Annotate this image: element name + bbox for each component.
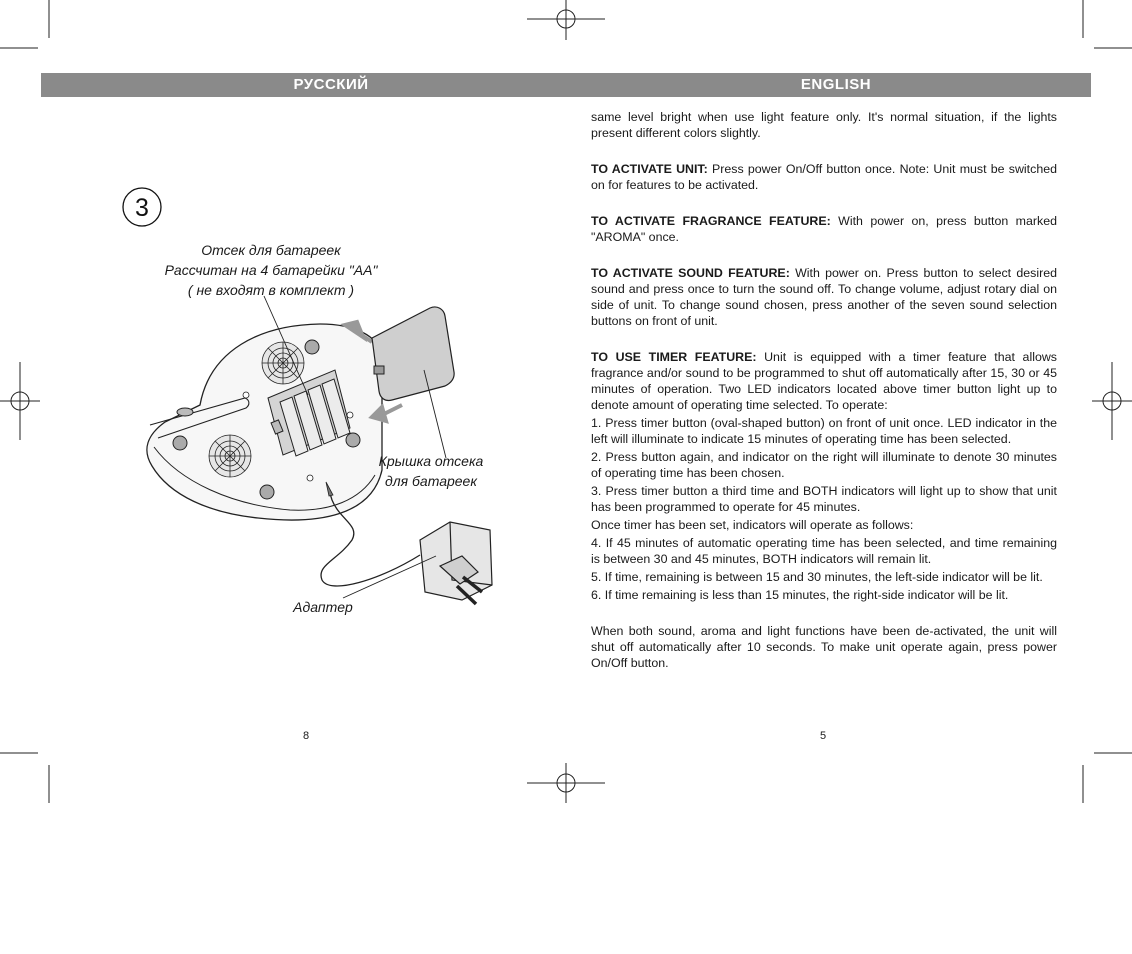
page-number-right: 5 (820, 730, 827, 742)
sound-text: With power on. Press button to select desired sound and press once to turn the sound off. To change volume, adjust rotary dial on side of unit. To change sound chosen, press another of the seven sound selection buttons on front of unit. (591, 266, 1057, 328)
activate-unit-heading: TO ACTIVATE UNIT: (591, 162, 708, 176)
activate-unit-text: Press power On/Off button once. Note: Unit must be switched on for features to be activated. (591, 162, 1057, 192)
header-left-title: РУССКИЙ (293, 76, 369, 93)
header-right-title: ENGLISH (800, 76, 872, 93)
battery-compartment-line-1: Отсек для батареек (201, 242, 341, 258)
timer-step-3: 3. Press timer button a third time and BOTH indicators will light up to show that unit has been programmed to operate for 45 minutes. (591, 484, 1057, 514)
speaker-grille-top (262, 342, 304, 384)
timer-step-4: 4. If 45 minutes of automatic operating time has been selected, and time remaining is between 30 and 45 minutes, BOTH indicators will remain lit. (591, 536, 1057, 566)
page-number-left: 8 (303, 730, 310, 742)
activate-unit-paragraph (591, 161, 1057, 193)
speaker-grille-bottom (209, 435, 251, 477)
timer-set-note: Once timer has been set, indicators will operate as follows: (591, 518, 914, 532)
timer-text: Unit is equipped with a timer feature that allows fragrance and/or sound to be programmed to shut off automatically after 15, 30 or 45 minutes of operation. Two LED indicators located above timer button light up to denote amount of operating time selected. To operate: (591, 350, 1057, 412)
sound-heading: TO ACTIVATE SOUND FEATURE: (591, 266, 790, 280)
adapter-callout (283, 597, 363, 617)
english-text-column (591, 109, 1057, 671)
battery-compartment-line-3: ( не входят в комплект ) (187, 282, 355, 298)
step-number: 3 (135, 194, 149, 222)
fragrance-paragraph (591, 213, 1057, 245)
battery-compartment-callout (158, 240, 384, 300)
fragrance-heading: TO ACTIVATE FRAGRANCE FEATURE: (591, 214, 831, 228)
timer-paragraph (591, 349, 1057, 413)
timer-heading: TO USE TIMER FEATURE: (591, 350, 757, 364)
registration-mark-right (1092, 362, 1132, 440)
registration-mark-bottom (527, 763, 605, 803)
battery-cover (372, 307, 454, 401)
fragrance-text: With power on, press button marked "AROMA" once. (591, 214, 1057, 244)
timer-step-2: 2. Press button again, and indicator on the right will illuminate to denote 30 minutes of operating time has been chosen. (591, 450, 1057, 480)
battery-compartment-line-2: Рассчитан на 4 батарейки "AA" (164, 262, 378, 278)
battery-cover-line-1: Крышка отсека (378, 453, 484, 469)
battery-cover-callout (370, 451, 492, 491)
power-adapter (420, 522, 492, 604)
timer-step-6: 6. If time remaining is less than 15 minutes, the right-side indicator will be lit. (591, 588, 1009, 602)
battery-cover-line-2: для батареек (385, 473, 477, 489)
sound-paragraph (591, 265, 1057, 329)
timer-step-5: 5. If time, remaining is between 15 and 30 minutes, the left-side indicator will be lit. (591, 570, 1043, 584)
timer-step-1: 1. Press timer button (oval-shaped button) on front of unit once. LED indicator in the left will illuminate to indicate 15 minutes of operating time has been selected. (591, 416, 1057, 446)
shutoff-paragraph: When both sound, aroma and light functions have been de-activated, the unit will shut off automatically after 10 seconds. To make unit operate again, press power On/Off button. (591, 624, 1057, 670)
adapter-label: Адаптер (293, 599, 353, 615)
intro-paragraph: same level bright when use light feature only. It's normal situation, if the lights present different colors slightly. (591, 110, 1057, 140)
